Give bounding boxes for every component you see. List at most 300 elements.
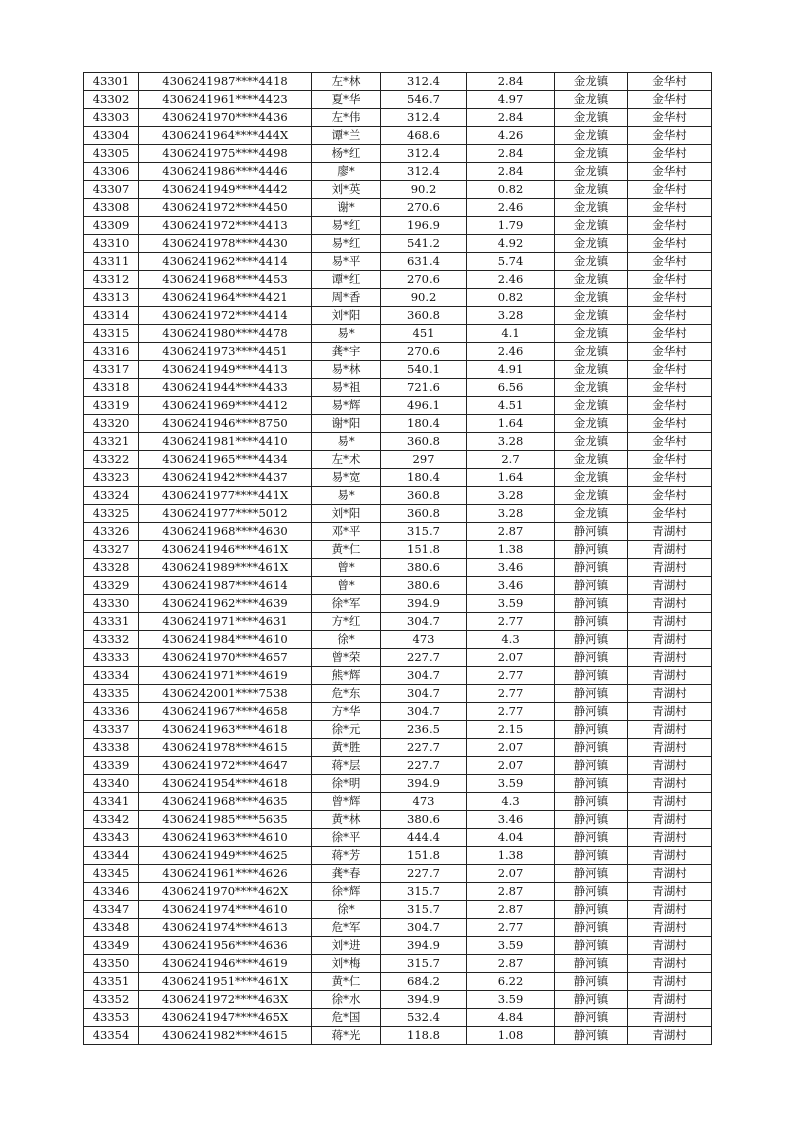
table-row — [84, 487, 712, 505]
town-cell: 静河镇 — [555, 577, 628, 595]
id-number-cell: 4306241980****4478 — [139, 325, 312, 343]
village-cell: 青湖村 — [628, 829, 712, 847]
id-number-cell: 4306241977****441X — [139, 487, 312, 505]
name-cell: 刘*进 — [312, 937, 381, 955]
row-number-cell: 43350 — [84, 955, 139, 973]
id-number-cell: 4306241984****4610 — [139, 631, 312, 649]
village-cell: 青湖村 — [628, 613, 712, 631]
data-table — [83, 72, 712, 1045]
name-cell: 曾* — [312, 577, 381, 595]
id-number-cell: 4306241972****4414 — [139, 307, 312, 325]
table-row — [84, 739, 712, 757]
name-cell: 徐* — [312, 901, 381, 919]
row-number-cell: 43336 — [84, 703, 139, 721]
row-number-cell: 43308 — [84, 199, 139, 217]
name-cell: 曾* — [312, 559, 381, 577]
area-cell: 3.59 — [467, 937, 555, 955]
table-row — [84, 109, 712, 127]
id-number-cell: 4306242001****7538 — [139, 685, 312, 703]
name-cell: 徐*军 — [312, 595, 381, 613]
name-cell: 谭*红 — [312, 271, 381, 289]
row-number-cell: 43332 — [84, 631, 139, 649]
area-cell: 1.64 — [467, 415, 555, 433]
table-row — [84, 325, 712, 343]
town-cell: 静河镇 — [555, 685, 628, 703]
table-row — [84, 91, 712, 109]
name-cell: 蒋*光 — [312, 1027, 381, 1045]
table-row — [84, 685, 712, 703]
village-cell: 金华村 — [628, 109, 712, 127]
table-row — [84, 235, 712, 253]
village-cell: 青湖村 — [628, 559, 712, 577]
amount-cell: 315.7 — [381, 883, 467, 901]
name-cell: 谢*阳 — [312, 415, 381, 433]
amount-cell: 721.6 — [381, 379, 467, 397]
village-cell: 青湖村 — [628, 865, 712, 883]
name-cell: 危*东 — [312, 685, 381, 703]
amount-cell: 380.6 — [381, 559, 467, 577]
name-cell: 徐*明 — [312, 775, 381, 793]
amount-cell: 270.6 — [381, 199, 467, 217]
table-row — [84, 271, 712, 289]
village-cell: 青湖村 — [628, 847, 712, 865]
area-cell: 3.59 — [467, 775, 555, 793]
table-row — [84, 649, 712, 667]
row-number-cell: 43346 — [84, 883, 139, 901]
amount-cell: 312.4 — [381, 163, 467, 181]
town-cell: 静河镇 — [555, 847, 628, 865]
village-cell: 金华村 — [628, 487, 712, 505]
town-cell: 金龙镇 — [555, 163, 628, 181]
id-number-cell: 4306241972****4647 — [139, 757, 312, 775]
village-cell: 青湖村 — [628, 811, 712, 829]
name-cell: 蒋*层 — [312, 757, 381, 775]
amount-cell: 312.4 — [381, 73, 467, 91]
area-cell: 2.15 — [467, 721, 555, 739]
amount-cell: 304.7 — [381, 919, 467, 937]
name-cell: 龚*宇 — [312, 343, 381, 361]
town-cell: 金龙镇 — [555, 415, 628, 433]
town-cell: 静河镇 — [555, 649, 628, 667]
amount-cell: 394.9 — [381, 991, 467, 1009]
table-row — [84, 667, 712, 685]
table-body — [84, 73, 712, 1045]
area-cell: 2.84 — [467, 109, 555, 127]
area-cell: 2.07 — [467, 739, 555, 757]
table-row — [84, 901, 712, 919]
area-cell: 4.04 — [467, 829, 555, 847]
name-cell: 熊*辉 — [312, 667, 381, 685]
table-row — [84, 775, 712, 793]
table-row — [84, 883, 712, 901]
village-cell: 青湖村 — [628, 577, 712, 595]
area-cell: 2.46 — [467, 271, 555, 289]
id-number-cell: 4306241968****4630 — [139, 523, 312, 541]
amount-cell: 540.1 — [381, 361, 467, 379]
village-cell: 青湖村 — [628, 919, 712, 937]
town-cell: 金龙镇 — [555, 397, 628, 415]
village-cell: 金华村 — [628, 145, 712, 163]
id-number-cell: 4306241975****4498 — [139, 145, 312, 163]
village-cell: 金华村 — [628, 253, 712, 271]
row-number-cell: 43329 — [84, 577, 139, 595]
id-number-cell: 4306241967****4658 — [139, 703, 312, 721]
area-cell: 2.84 — [467, 73, 555, 91]
row-number-cell: 43344 — [84, 847, 139, 865]
town-cell: 静河镇 — [555, 757, 628, 775]
table-row — [84, 829, 712, 847]
area-cell: 3.46 — [467, 559, 555, 577]
id-number-cell: 4306241977****5012 — [139, 505, 312, 523]
id-number-cell: 4306241970****462X — [139, 883, 312, 901]
id-number-cell: 4306241942****4437 — [139, 469, 312, 487]
table-row — [84, 289, 712, 307]
name-cell: 左*林 — [312, 73, 381, 91]
town-cell: 金龙镇 — [555, 181, 628, 199]
row-number-cell: 43352 — [84, 991, 139, 1009]
town-cell: 金龙镇 — [555, 343, 628, 361]
amount-cell: 196.9 — [381, 217, 467, 235]
amount-cell: 380.6 — [381, 577, 467, 595]
town-cell: 静河镇 — [555, 541, 628, 559]
row-number-cell: 43303 — [84, 109, 139, 127]
table-row — [84, 757, 712, 775]
town-cell: 静河镇 — [555, 901, 628, 919]
row-number-cell: 43311 — [84, 253, 139, 271]
row-number-cell: 43317 — [84, 361, 139, 379]
amount-cell: 684.2 — [381, 973, 467, 991]
area-cell: 2.77 — [467, 667, 555, 685]
amount-cell: 227.7 — [381, 739, 467, 757]
id-number-cell: 4306241974****4610 — [139, 901, 312, 919]
id-number-cell: 4306241985****5635 — [139, 811, 312, 829]
row-number-cell: 43335 — [84, 685, 139, 703]
town-cell: 静河镇 — [555, 991, 628, 1009]
amount-cell: 227.7 — [381, 865, 467, 883]
row-number-cell: 43327 — [84, 541, 139, 559]
table-row — [84, 181, 712, 199]
data-table-container — [83, 72, 712, 1045]
row-number-cell: 43337 — [84, 721, 139, 739]
amount-cell: 118.8 — [381, 1027, 467, 1045]
id-number-cell: 4306241965****4434 — [139, 451, 312, 469]
name-cell: 易* — [312, 433, 381, 451]
amount-cell: 304.7 — [381, 685, 467, 703]
area-cell: 2.07 — [467, 757, 555, 775]
amount-cell: 315.7 — [381, 955, 467, 973]
row-number-cell: 43301 — [84, 73, 139, 91]
row-number-cell: 43334 — [84, 667, 139, 685]
id-number-cell: 4306241972****4450 — [139, 199, 312, 217]
area-cell: 3.28 — [467, 505, 555, 523]
table-row — [84, 919, 712, 937]
row-number-cell: 43348 — [84, 919, 139, 937]
name-cell: 廖* — [312, 163, 381, 181]
row-number-cell: 43312 — [84, 271, 139, 289]
row-number-cell: 43341 — [84, 793, 139, 811]
town-cell: 静河镇 — [555, 559, 628, 577]
town-cell: 静河镇 — [555, 613, 628, 631]
area-cell: 6.56 — [467, 379, 555, 397]
amount-cell: 90.2 — [381, 289, 467, 307]
name-cell: 周*香 — [312, 289, 381, 307]
name-cell: 曾*荣 — [312, 649, 381, 667]
id-number-cell: 4306241972****4413 — [139, 217, 312, 235]
town-cell: 金龙镇 — [555, 73, 628, 91]
id-number-cell: 4306241981****4410 — [139, 433, 312, 451]
amount-cell: 297 — [381, 451, 467, 469]
row-number-cell: 43310 — [84, 235, 139, 253]
town-cell: 静河镇 — [555, 721, 628, 739]
table-row — [84, 505, 712, 523]
village-cell: 青湖村 — [628, 631, 712, 649]
village-cell: 青湖村 — [628, 721, 712, 739]
amount-cell: 380.6 — [381, 811, 467, 829]
id-number-cell: 4306241974****4613 — [139, 919, 312, 937]
village-cell: 青湖村 — [628, 955, 712, 973]
town-cell: 金龙镇 — [555, 145, 628, 163]
table-row — [84, 217, 712, 235]
row-number-cell: 43318 — [84, 379, 139, 397]
name-cell: 黄*仁 — [312, 541, 381, 559]
name-cell: 谢* — [312, 199, 381, 217]
village-cell: 金华村 — [628, 73, 712, 91]
table-row — [84, 469, 712, 487]
amount-cell: 227.7 — [381, 649, 467, 667]
amount-cell: 496.1 — [381, 397, 467, 415]
town-cell: 静河镇 — [555, 937, 628, 955]
row-number-cell: 43325 — [84, 505, 139, 523]
row-number-cell: 43324 — [84, 487, 139, 505]
name-cell: 方*华 — [312, 703, 381, 721]
row-number-cell: 43305 — [84, 145, 139, 163]
area-cell: 4.26 — [467, 127, 555, 145]
amount-cell: 180.4 — [381, 469, 467, 487]
village-cell: 金华村 — [628, 163, 712, 181]
area-cell: 2.87 — [467, 523, 555, 541]
id-number-cell: 4306241972****463X — [139, 991, 312, 1009]
area-cell: 2.46 — [467, 343, 555, 361]
village-cell: 青湖村 — [628, 667, 712, 685]
village-cell: 金华村 — [628, 199, 712, 217]
town-cell: 静河镇 — [555, 865, 628, 883]
village-cell: 青湖村 — [628, 1009, 712, 1027]
row-number-cell: 43304 — [84, 127, 139, 145]
area-cell: 0.82 — [467, 289, 555, 307]
table-row — [84, 523, 712, 541]
row-number-cell: 43302 — [84, 91, 139, 109]
village-cell: 金华村 — [628, 361, 712, 379]
amount-cell: 360.8 — [381, 307, 467, 325]
village-cell: 金华村 — [628, 469, 712, 487]
table-row — [84, 1027, 712, 1045]
amount-cell: 304.7 — [381, 703, 467, 721]
area-cell: 4.51 — [467, 397, 555, 415]
area-cell: 2.77 — [467, 919, 555, 937]
id-number-cell: 4306241964****4421 — [139, 289, 312, 307]
amount-cell: 394.9 — [381, 595, 467, 613]
id-number-cell: 4306241963****4618 — [139, 721, 312, 739]
town-cell: 金龙镇 — [555, 361, 628, 379]
name-cell: 易*宽 — [312, 469, 381, 487]
row-number-cell: 43349 — [84, 937, 139, 955]
table-row — [84, 343, 712, 361]
town-cell: 金龙镇 — [555, 379, 628, 397]
area-cell: 2.07 — [467, 649, 555, 667]
row-number-cell: 43354 — [84, 1027, 139, 1045]
table-row — [84, 73, 712, 91]
row-number-cell: 43330 — [84, 595, 139, 613]
amount-cell: 394.9 — [381, 775, 467, 793]
village-cell: 青湖村 — [628, 973, 712, 991]
row-number-cell: 43339 — [84, 757, 139, 775]
table-row — [84, 397, 712, 415]
village-cell: 金华村 — [628, 235, 712, 253]
amount-cell: 631.4 — [381, 253, 467, 271]
id-number-cell: 4306241949****4625 — [139, 847, 312, 865]
name-cell: 方*红 — [312, 613, 381, 631]
row-number-cell: 43306 — [84, 163, 139, 181]
id-number-cell: 4306241961****4423 — [139, 91, 312, 109]
village-cell: 金华村 — [628, 289, 712, 307]
town-cell: 静河镇 — [555, 955, 628, 973]
table-row — [84, 577, 712, 595]
village-cell: 金华村 — [628, 343, 712, 361]
area-cell: 2.87 — [467, 955, 555, 973]
name-cell: 龚*春 — [312, 865, 381, 883]
village-cell: 金华村 — [628, 451, 712, 469]
area-cell: 4.84 — [467, 1009, 555, 1027]
area-cell: 1.38 — [467, 847, 555, 865]
town-cell: 静河镇 — [555, 829, 628, 847]
area-cell: 4.91 — [467, 361, 555, 379]
id-number-cell: 4306241970****4436 — [139, 109, 312, 127]
table-row — [84, 937, 712, 955]
area-cell: 4.97 — [467, 91, 555, 109]
village-cell: 金华村 — [628, 433, 712, 451]
town-cell: 金龙镇 — [555, 127, 628, 145]
table-row — [84, 955, 712, 973]
village-cell: 青湖村 — [628, 793, 712, 811]
town-cell: 静河镇 — [555, 973, 628, 991]
amount-cell: 312.4 — [381, 109, 467, 127]
village-cell: 青湖村 — [628, 595, 712, 613]
amount-cell: 394.9 — [381, 937, 467, 955]
area-cell: 2.87 — [467, 901, 555, 919]
id-number-cell: 4306241971****4631 — [139, 613, 312, 631]
id-number-cell: 4306241986****4446 — [139, 163, 312, 181]
town-cell: 金龙镇 — [555, 289, 628, 307]
town-cell: 金龙镇 — [555, 253, 628, 271]
town-cell: 静河镇 — [555, 595, 628, 613]
amount-cell: 270.6 — [381, 271, 467, 289]
row-number-cell: 43316 — [84, 343, 139, 361]
village-cell: 青湖村 — [628, 739, 712, 757]
amount-cell: 473 — [381, 631, 467, 649]
town-cell: 金龙镇 — [555, 109, 628, 127]
village-cell: 金华村 — [628, 325, 712, 343]
village-cell: 青湖村 — [628, 649, 712, 667]
village-cell: 青湖村 — [628, 883, 712, 901]
area-cell: 2.7 — [467, 451, 555, 469]
id-number-cell: 4306241949****4442 — [139, 181, 312, 199]
id-number-cell: 4306241973****4451 — [139, 343, 312, 361]
name-cell: 易*红 — [312, 235, 381, 253]
name-cell: 易*祖 — [312, 379, 381, 397]
area-cell: 1.64 — [467, 469, 555, 487]
id-number-cell: 4306241962****4639 — [139, 595, 312, 613]
name-cell: 易*林 — [312, 361, 381, 379]
amount-cell: 151.8 — [381, 847, 467, 865]
town-cell: 静河镇 — [555, 811, 628, 829]
amount-cell: 180.4 — [381, 415, 467, 433]
table-row — [84, 127, 712, 145]
table-row — [84, 379, 712, 397]
name-cell: 徐* — [312, 631, 381, 649]
village-cell: 金华村 — [628, 271, 712, 289]
table-row — [84, 307, 712, 325]
id-number-cell: 4306241982****4615 — [139, 1027, 312, 1045]
town-cell: 金龙镇 — [555, 469, 628, 487]
area-cell: 3.59 — [467, 595, 555, 613]
id-number-cell: 4306241963****4610 — [139, 829, 312, 847]
name-cell: 危*军 — [312, 919, 381, 937]
amount-cell: 451 — [381, 325, 467, 343]
row-number-cell: 43326 — [84, 523, 139, 541]
area-cell: 4.3 — [467, 631, 555, 649]
id-number-cell: 4306241989****461X — [139, 559, 312, 577]
village-cell: 青湖村 — [628, 685, 712, 703]
row-number-cell: 43353 — [84, 1009, 139, 1027]
name-cell: 邓*平 — [312, 523, 381, 541]
id-number-cell: 4306241968****4453 — [139, 271, 312, 289]
id-number-cell: 4306241946****4619 — [139, 955, 312, 973]
area-cell: 5.74 — [467, 253, 555, 271]
table-row — [84, 451, 712, 469]
name-cell: 易*红 — [312, 217, 381, 235]
amount-cell: 444.4 — [381, 829, 467, 847]
name-cell: 黄*林 — [312, 811, 381, 829]
village-cell: 金华村 — [628, 415, 712, 433]
village-cell: 金华村 — [628, 91, 712, 109]
town-cell: 金龙镇 — [555, 325, 628, 343]
name-cell: 蒋*芳 — [312, 847, 381, 865]
village-cell: 金华村 — [628, 397, 712, 415]
id-number-cell: 4306241971****4619 — [139, 667, 312, 685]
row-number-cell: 43351 — [84, 973, 139, 991]
amount-cell: 360.8 — [381, 505, 467, 523]
id-number-cell: 4306241962****4414 — [139, 253, 312, 271]
area-cell: 0.82 — [467, 181, 555, 199]
id-number-cell: 4306241946****8750 — [139, 415, 312, 433]
id-number-cell: 4306241968****4635 — [139, 793, 312, 811]
area-cell: 3.59 — [467, 991, 555, 1009]
amount-cell: 315.7 — [381, 523, 467, 541]
table-row — [84, 721, 712, 739]
name-cell: 危*国 — [312, 1009, 381, 1027]
area-cell: 2.84 — [467, 163, 555, 181]
table-row — [84, 973, 712, 991]
table-row — [84, 793, 712, 811]
row-number-cell: 43331 — [84, 613, 139, 631]
amount-cell: 532.4 — [381, 1009, 467, 1027]
row-number-cell: 43333 — [84, 649, 139, 667]
row-number-cell: 43338 — [84, 739, 139, 757]
row-number-cell: 43315 — [84, 325, 139, 343]
id-number-cell: 4306241954****4618 — [139, 775, 312, 793]
amount-cell: 227.7 — [381, 757, 467, 775]
id-number-cell: 4306241969****4412 — [139, 397, 312, 415]
